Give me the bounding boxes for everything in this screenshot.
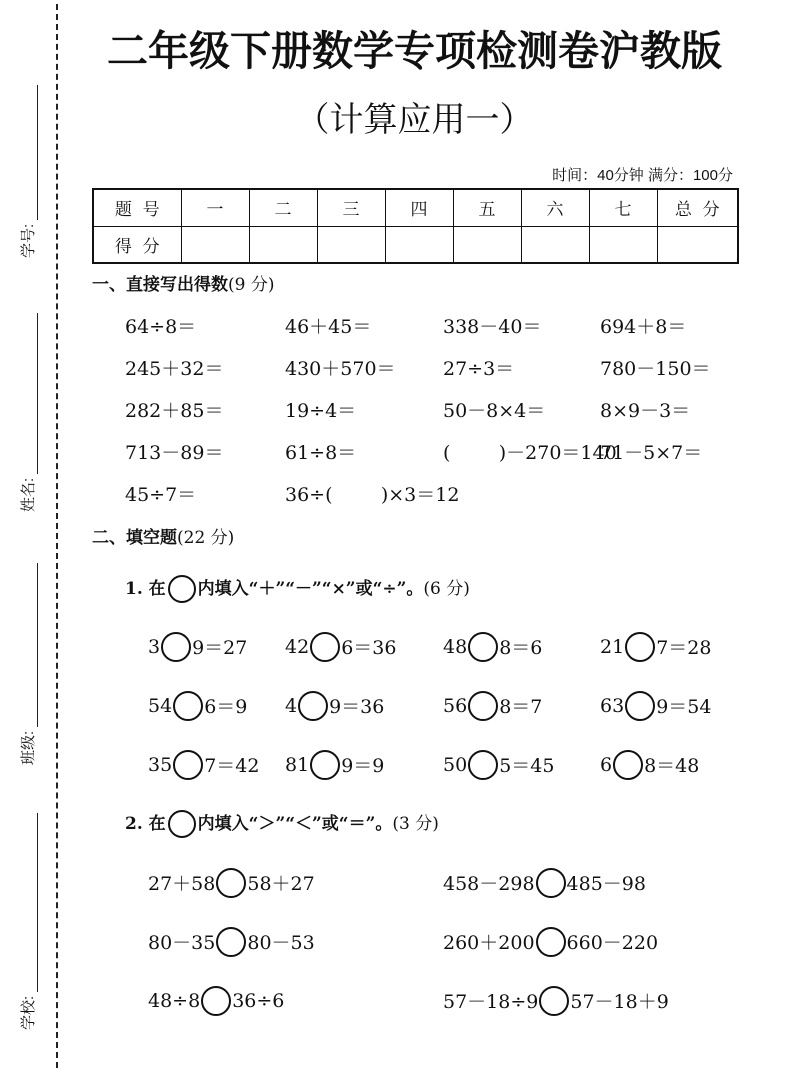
problem-left-side: 56 bbox=[443, 694, 468, 717]
calc-expression: 36÷( )×3＝12 bbox=[285, 484, 460, 506]
problem-right-side: 57－18＋9 bbox=[570, 991, 669, 1013]
answer-blank[interactable] bbox=[702, 444, 742, 464]
operator-circle[interactable] bbox=[468, 632, 498, 662]
circle-problem bbox=[148, 971, 443, 1030]
section-2-title: 二、填空题 bbox=[92, 528, 177, 548]
answer-blank[interactable] bbox=[223, 444, 263, 464]
circle-problem bbox=[600, 676, 740, 735]
score-cell-part-3[interactable] bbox=[317, 226, 385, 263]
calc-expression: 64÷8＝ bbox=[125, 316, 197, 338]
answer-blank[interactable] bbox=[396, 360, 436, 380]
page-subtitle: （计算应用一） bbox=[295, 101, 534, 139]
header-part-3: 三 bbox=[317, 189, 385, 226]
calc-expression: 338－40＝ bbox=[443, 316, 542, 338]
operator-circle[interactable] bbox=[536, 927, 566, 957]
problem-left-side: 42 bbox=[285, 635, 310, 658]
class-field[interactable] bbox=[20, 563, 38, 765]
school-blank[interactable] bbox=[20, 813, 38, 992]
calc-expression: 282＋85＝ bbox=[125, 400, 224, 422]
class-label: 班级: bbox=[20, 730, 37, 765]
circle-problem bbox=[443, 912, 743, 971]
calc-expression: 71－5×7＝ bbox=[600, 442, 703, 464]
page-title: 二年级下册数学专项检测卷沪教版 bbox=[107, 28, 722, 74]
exam-time-and-score: 时间：40分钟 满分：100分 bbox=[552, 167, 733, 184]
problem-right-side: 8＝7 bbox=[499, 696, 543, 718]
calc-problem bbox=[285, 474, 460, 516]
score-cell-part-1[interactable] bbox=[181, 226, 249, 263]
problem-right-side: 7＝28 bbox=[656, 637, 712, 659]
circle-problem bbox=[148, 853, 443, 912]
calc-expression: 245＋32＝ bbox=[125, 358, 224, 380]
problem-right-side: 8＝6 bbox=[499, 637, 543, 659]
problem-right-side: 80－53 bbox=[247, 932, 315, 954]
score-cell-part-4[interactable] bbox=[385, 226, 453, 263]
operator-circle[interactable] bbox=[310, 750, 340, 780]
answer-blank[interactable] bbox=[514, 360, 554, 380]
calc-problem bbox=[285, 390, 443, 432]
answer-blank[interactable] bbox=[711, 360, 751, 380]
operator-circle[interactable] bbox=[468, 691, 498, 721]
calc-expression: 430＋570＝ bbox=[285, 358, 396, 380]
calc-expression: 46＋45＝ bbox=[285, 316, 372, 338]
header-part-2: 二 bbox=[249, 189, 317, 226]
problem-right-side: 485－98 bbox=[566, 873, 646, 895]
score-table bbox=[92, 188, 739, 264]
operator-circle[interactable] bbox=[298, 691, 328, 721]
answer-blank[interactable] bbox=[196, 318, 236, 338]
problem-left-side: 21 bbox=[600, 635, 625, 658]
problem-left-side: 48 bbox=[443, 635, 468, 658]
answer-blank[interactable] bbox=[371, 318, 411, 338]
calc-problem bbox=[600, 306, 737, 348]
calc-problem bbox=[125, 390, 285, 432]
score-table-score-row bbox=[93, 226, 738, 263]
operator-circle[interactable] bbox=[539, 986, 569, 1016]
answer-blank[interactable] bbox=[196, 486, 236, 506]
student-id-field[interactable] bbox=[20, 85, 38, 258]
problem-right-side: 9＝54 bbox=[656, 696, 712, 718]
circle-problem bbox=[443, 676, 600, 735]
calc-expression: 27÷3＝ bbox=[443, 358, 515, 380]
header-part-5: 五 bbox=[453, 189, 521, 226]
answer-blank[interactable] bbox=[541, 318, 581, 338]
calc-problem bbox=[285, 306, 443, 348]
calc-problem bbox=[600, 432, 737, 474]
answer-blank[interactable] bbox=[686, 318, 726, 338]
student-name-label: 姓名: bbox=[20, 477, 37, 512]
problem-right-side: 6＝36 bbox=[341, 637, 397, 659]
student-name-field[interactable] bbox=[20, 313, 38, 512]
header-total: 总 分 bbox=[657, 189, 738, 226]
header-part-6: 六 bbox=[521, 189, 589, 226]
problem-left-side: 48÷8 bbox=[148, 989, 201, 1012]
calc-expression: 45÷7＝ bbox=[125, 484, 197, 506]
problem-right-side: 8＝48 bbox=[644, 755, 700, 777]
header-question-number: 题 号 bbox=[93, 189, 181, 226]
operator-circle[interactable] bbox=[625, 691, 655, 721]
calc-expression: 19÷4＝ bbox=[285, 400, 357, 422]
problem-left-side: 27＋58 bbox=[148, 873, 216, 895]
circle-problem bbox=[600, 617, 740, 676]
question-2-prefix: 2. 在 bbox=[125, 814, 166, 834]
calc-problem bbox=[285, 348, 443, 390]
score-cell-part-5[interactable] bbox=[453, 226, 521, 263]
calc-problem bbox=[600, 348, 737, 390]
answer-blank[interactable] bbox=[545, 402, 585, 422]
circle-problem bbox=[148, 676, 285, 735]
problem-left-side: 81 bbox=[285, 753, 310, 776]
circle-problem bbox=[600, 735, 740, 794]
problem-left-side: 57－18÷9 bbox=[443, 991, 539, 1013]
circle-problem bbox=[285, 735, 443, 794]
operator-circle[interactable] bbox=[216, 868, 246, 898]
header-part-1: 一 bbox=[181, 189, 249, 226]
circle-problem bbox=[148, 735, 285, 794]
calc-problem bbox=[125, 432, 285, 474]
circle-problem bbox=[443, 971, 743, 1030]
answer-blank[interactable] bbox=[223, 360, 263, 380]
problem-left-side: 458－298 bbox=[443, 873, 535, 895]
question-1-prefix: 1. 在 bbox=[125, 579, 166, 599]
circle-icon bbox=[168, 575, 196, 603]
circle-problem bbox=[443, 735, 600, 794]
problem-right-side: 7＝42 bbox=[204, 755, 260, 777]
header-part-4: 四 bbox=[385, 189, 453, 226]
circle-problem bbox=[443, 853, 743, 912]
operator-circle[interactable] bbox=[613, 750, 643, 780]
calc-expression: 780－150＝ bbox=[600, 358, 711, 380]
question-1-score: (6 分) bbox=[423, 579, 470, 599]
circle-problem bbox=[148, 912, 443, 971]
circle-problem bbox=[148, 617, 285, 676]
class-blank[interactable] bbox=[20, 563, 38, 727]
section-2-score: (22 分) bbox=[177, 528, 235, 548]
section-1-problems bbox=[125, 306, 737, 516]
problem-right-side: 9＝27 bbox=[192, 637, 248, 659]
problem-left-side: 54 bbox=[148, 694, 173, 717]
student-id-label: 学号: bbox=[20, 223, 37, 258]
answer-blank[interactable] bbox=[223, 402, 263, 422]
calc-expression: 61÷8＝ bbox=[285, 442, 357, 464]
calc-expression: ( )－270＝140 bbox=[443, 442, 617, 464]
student-name-blank[interactable] bbox=[20, 313, 38, 474]
problem-left-side: 80－35 bbox=[148, 932, 216, 954]
score-cell-part-6[interactable] bbox=[521, 226, 589, 263]
score-table-header-row bbox=[93, 189, 738, 226]
problem-right-side: 9＝36 bbox=[329, 696, 385, 718]
section-1-heading bbox=[92, 273, 274, 297]
calc-expression: 694＋8＝ bbox=[600, 316, 687, 338]
operator-circle[interactable] bbox=[625, 632, 655, 662]
score-cell-part-7[interactable] bbox=[589, 226, 657, 263]
calc-problem bbox=[125, 306, 285, 348]
section-2-heading bbox=[92, 526, 234, 550]
circle-problem bbox=[285, 617, 443, 676]
section-1-title: 一、直接写出得数 bbox=[92, 275, 228, 295]
problem-left-side: 50 bbox=[443, 753, 468, 776]
question-2-suffix: 内填入“＞”“＜”或“＝”。 bbox=[197, 814, 393, 834]
circle-problem bbox=[285, 676, 443, 735]
calc-expression: 713－89＝ bbox=[125, 442, 224, 464]
question-1-problems bbox=[148, 617, 740, 794]
operator-circle[interactable] bbox=[161, 632, 191, 662]
score-row-label: 得 分 bbox=[93, 226, 181, 263]
calc-problem bbox=[125, 348, 285, 390]
problem-right-side: 6＝9 bbox=[204, 696, 248, 718]
problem-right-side: 5＝45 bbox=[499, 755, 555, 777]
problem-left-side: 6 bbox=[600, 753, 613, 776]
problem-left-side: 35 bbox=[148, 753, 173, 776]
binding-cut-line bbox=[56, 4, 58, 1068]
question-1-instruction bbox=[125, 574, 470, 604]
calc-expression: 50－8×4＝ bbox=[443, 400, 546, 422]
problem-right-side: 36÷6 bbox=[232, 989, 285, 1012]
answer-blank[interactable] bbox=[356, 402, 396, 422]
calc-problem bbox=[600, 390, 737, 432]
score-cell-total[interactable] bbox=[657, 226, 738, 263]
calc-problem bbox=[443, 348, 600, 390]
student-id-blank[interactable] bbox=[20, 85, 38, 220]
header-part-7: 七 bbox=[589, 189, 657, 226]
answer-blank[interactable] bbox=[690, 402, 730, 422]
calc-problem bbox=[443, 306, 600, 348]
question-1-suffix: 内填入“＋”“－”“×”或“÷”。 bbox=[197, 579, 424, 599]
calc-problem bbox=[443, 432, 617, 474]
problem-right-side: 58＋27 bbox=[247, 873, 315, 895]
operator-circle[interactable] bbox=[201, 986, 231, 1016]
operator-circle[interactable] bbox=[216, 927, 246, 957]
calc-problem bbox=[285, 432, 443, 474]
question-2-problems bbox=[148, 853, 743, 1030]
operator-circle[interactable] bbox=[536, 868, 566, 898]
problem-right-side: 9＝9 bbox=[341, 755, 385, 777]
answer-blank[interactable] bbox=[356, 444, 396, 464]
answer-blank[interactable] bbox=[459, 486, 499, 506]
operator-circle[interactable] bbox=[173, 750, 203, 780]
operator-circle[interactable] bbox=[173, 691, 203, 721]
operator-circle[interactable] bbox=[310, 632, 340, 662]
calc-problem bbox=[125, 474, 285, 516]
score-cell-part-2[interactable] bbox=[249, 226, 317, 263]
section-1-score: (9 分) bbox=[228, 275, 275, 295]
operator-circle[interactable] bbox=[468, 750, 498, 780]
question-2-instruction bbox=[125, 809, 439, 839]
problem-left-side: 4 bbox=[285, 694, 298, 717]
problem-left-side: 260＋200 bbox=[443, 932, 535, 954]
school-label: 学校: bbox=[20, 995, 37, 1030]
school-field[interactable] bbox=[20, 813, 38, 1030]
calc-problem bbox=[443, 390, 600, 432]
problem-right-side: 660－220 bbox=[566, 932, 659, 954]
circle-icon bbox=[168, 810, 196, 838]
calc-expression: 8×9－3＝ bbox=[600, 400, 691, 422]
problem-left-side: 63 bbox=[600, 694, 625, 717]
problem-left-side: 3 bbox=[148, 635, 161, 658]
circle-problem bbox=[443, 617, 600, 676]
question-2-score: (3 分) bbox=[392, 814, 439, 834]
